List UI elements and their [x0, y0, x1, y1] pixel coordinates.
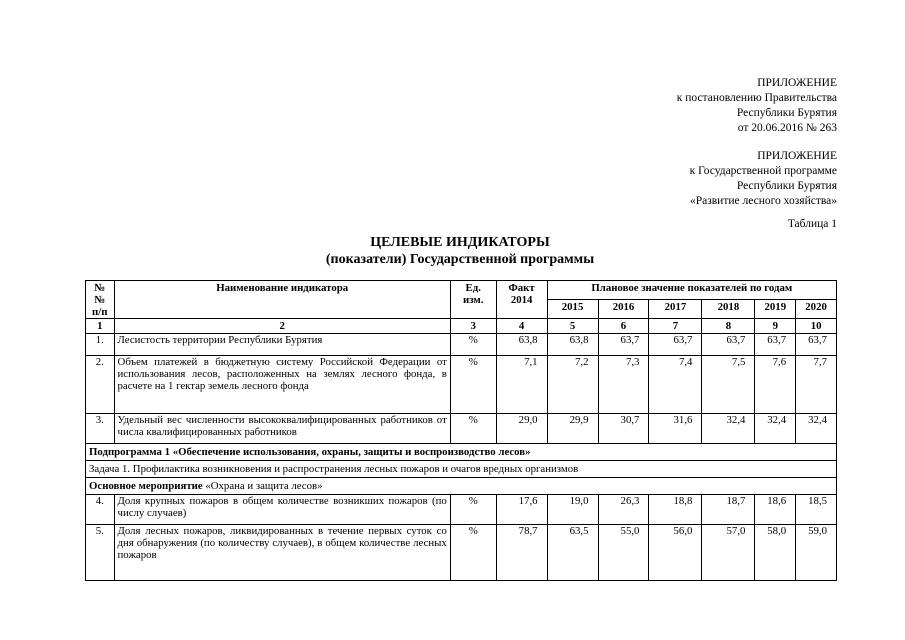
- row-value: 18,5: [796, 495, 837, 525]
- table-row: [86, 414, 837, 444]
- row-value: 78,7: [496, 525, 547, 581]
- main-event-label: Основное мероприятие: [89, 480, 203, 492]
- row-value: 63,7: [598, 334, 649, 356]
- row-value: 63,7: [796, 334, 837, 356]
- row-value: 29,9: [547, 414, 598, 444]
- appendix-line: к постановлению Правительства: [676, 92, 837, 104]
- header-fact: [496, 281, 547, 319]
- header-num-line2: п/п: [92, 306, 108, 318]
- appendix-block-resolution: [677, 76, 837, 136]
- header-name: Наименование индикатора: [114, 281, 450, 319]
- row-value: 55,0: [598, 525, 649, 581]
- row-value: 26,3: [598, 495, 649, 525]
- row-value: 63,8: [547, 334, 598, 356]
- row-value: 7,2: [547, 356, 598, 414]
- main-event-row: [86, 478, 837, 495]
- row-value: 30,7: [598, 414, 649, 444]
- column-numbers-row: [86, 319, 837, 334]
- row-value: 32,4: [796, 414, 837, 444]
- row-value: 7,4: [649, 356, 702, 414]
- subprogram-row: [86, 444, 837, 461]
- column-number: 10: [796, 319, 837, 334]
- column-number: 1: [86, 319, 115, 334]
- row-value: 19,0: [547, 495, 598, 525]
- main-event-name: «Охрана и защита лесов»: [202, 480, 323, 492]
- row-name: Доля лесных пожаров, ликвидированных в течение первых суток со дня обнаружения (по количеству случаев), в общем количестве лесных пожаров: [114, 525, 450, 581]
- row-value: 7,6: [755, 356, 796, 414]
- table-row: [86, 495, 837, 525]
- row-unit: %: [450, 414, 496, 444]
- appendix-program-name: «Развитие лесного хозяйства»: [689, 195, 837, 207]
- column-number: 7: [649, 319, 702, 334]
- row-value: 17,6: [496, 495, 547, 525]
- row-name: Объем платежей в бюджетную систему Российской Федерации от использования лесов, расположенных на землях лесного фонда, в расчете на 1 гектар земель лесного фонда: [114, 356, 450, 414]
- appendix-line: Республики Бурятия: [736, 107, 837, 119]
- row-num: 2.: [86, 356, 115, 414]
- row-num: 3.: [86, 414, 115, 444]
- appendix-date: от 20.06.2016 № 263: [737, 122, 837, 134]
- header-unit: [450, 281, 496, 319]
- column-number: 9: [755, 319, 796, 334]
- row-value: 29,0: [496, 414, 547, 444]
- row-unit: %: [450, 495, 496, 525]
- header-year: 2020: [796, 300, 837, 319]
- row-value: 18,8: [649, 495, 702, 525]
- row-num: 1.: [86, 334, 115, 356]
- row-name: Удельный вес численности высококвалифицированных работников от числа квалифицированных работников: [114, 414, 450, 444]
- page-subtitle: (показатели) Государственной программы: [325, 252, 595, 267]
- row-value: 63,7: [702, 334, 755, 356]
- header-year: 2017: [649, 300, 702, 319]
- page-title: ЦЕЛЕВЫЕ ИНДИКАТОРЫ: [370, 235, 550, 250]
- row-unit: %: [450, 356, 496, 414]
- column-number: 3: [450, 319, 496, 334]
- row-value: 32,4: [755, 414, 796, 444]
- header-fact-line2: 2014: [510, 294, 533, 306]
- row-name: Доля крупных пожаров в общем количестве возникших пожаров (по числу случаев): [114, 495, 450, 525]
- task-title: Задача 1. Профилактика возникновения и распространения лесных пожаров и очагов вредных организмов: [86, 461, 837, 478]
- row-unit: %: [450, 525, 496, 581]
- appendix-line: к Государственной программе: [689, 165, 837, 177]
- header-num-line1: №№: [94, 282, 106, 306]
- table-row: [86, 525, 837, 581]
- header-year: 2019: [755, 300, 796, 319]
- row-value: 7,7: [796, 356, 837, 414]
- header-unit-line2: изм.: [462, 294, 484, 306]
- row-unit: %: [450, 334, 496, 356]
- row-value: 7,3: [598, 356, 649, 414]
- row-value: 18,6: [755, 495, 796, 525]
- column-number: 5: [547, 319, 598, 334]
- column-number: 2: [114, 319, 450, 334]
- header-year: 2016: [598, 300, 649, 319]
- row-num: 4.: [86, 495, 115, 525]
- row-value: 63,7: [755, 334, 796, 356]
- header-fact-line1: Факт: [508, 282, 535, 294]
- row-value: 32,4: [702, 414, 755, 444]
- row-value: 7,5: [702, 356, 755, 414]
- appendix-title: ПРИЛОЖЕНИЕ: [757, 150, 837, 162]
- table-label: Таблица 1: [787, 218, 837, 230]
- task-row: [86, 461, 837, 478]
- column-number: 8: [702, 319, 755, 334]
- column-number: 4: [496, 319, 547, 334]
- column-number: 6: [598, 319, 649, 334]
- row-value: 63,5: [547, 525, 598, 581]
- subprogram-title: Подпрограмма 1 «Обеспечение использования, охраны, защиты и воспроизводство лесов»: [86, 444, 837, 461]
- header-num: [86, 281, 115, 319]
- header-unit-line1: Ед.: [465, 282, 481, 294]
- header-plan: Плановое значение показателей по годам: [547, 281, 836, 300]
- row-value: 58,0: [755, 525, 796, 581]
- appendix-block-program: [690, 149, 837, 209]
- row-value: 31,6: [649, 414, 702, 444]
- row-value: 63,7: [649, 334, 702, 356]
- row-name: Лесистость территории Республики Бурятия: [114, 334, 450, 356]
- table-header-row: [86, 281, 837, 300]
- row-value: 57,0: [702, 525, 755, 581]
- appendix-line: Республики Бурятия: [736, 180, 837, 192]
- header-year: 2018: [702, 300, 755, 319]
- appendix-title: ПРИЛОЖЕНИЕ: [757, 77, 837, 89]
- row-value: 63,8: [496, 334, 547, 356]
- row-value: 56,0: [649, 525, 702, 581]
- row-value: 59,0: [796, 525, 837, 581]
- main-event-title: [86, 478, 837, 495]
- row-value: 18,7: [702, 495, 755, 525]
- row-num: 5.: [86, 525, 115, 581]
- table-row: [86, 334, 837, 356]
- indicators-table: [85, 280, 837, 581]
- header-year: 2015: [547, 300, 598, 319]
- row-value: 7,1: [496, 356, 547, 414]
- table-row: [86, 356, 837, 414]
